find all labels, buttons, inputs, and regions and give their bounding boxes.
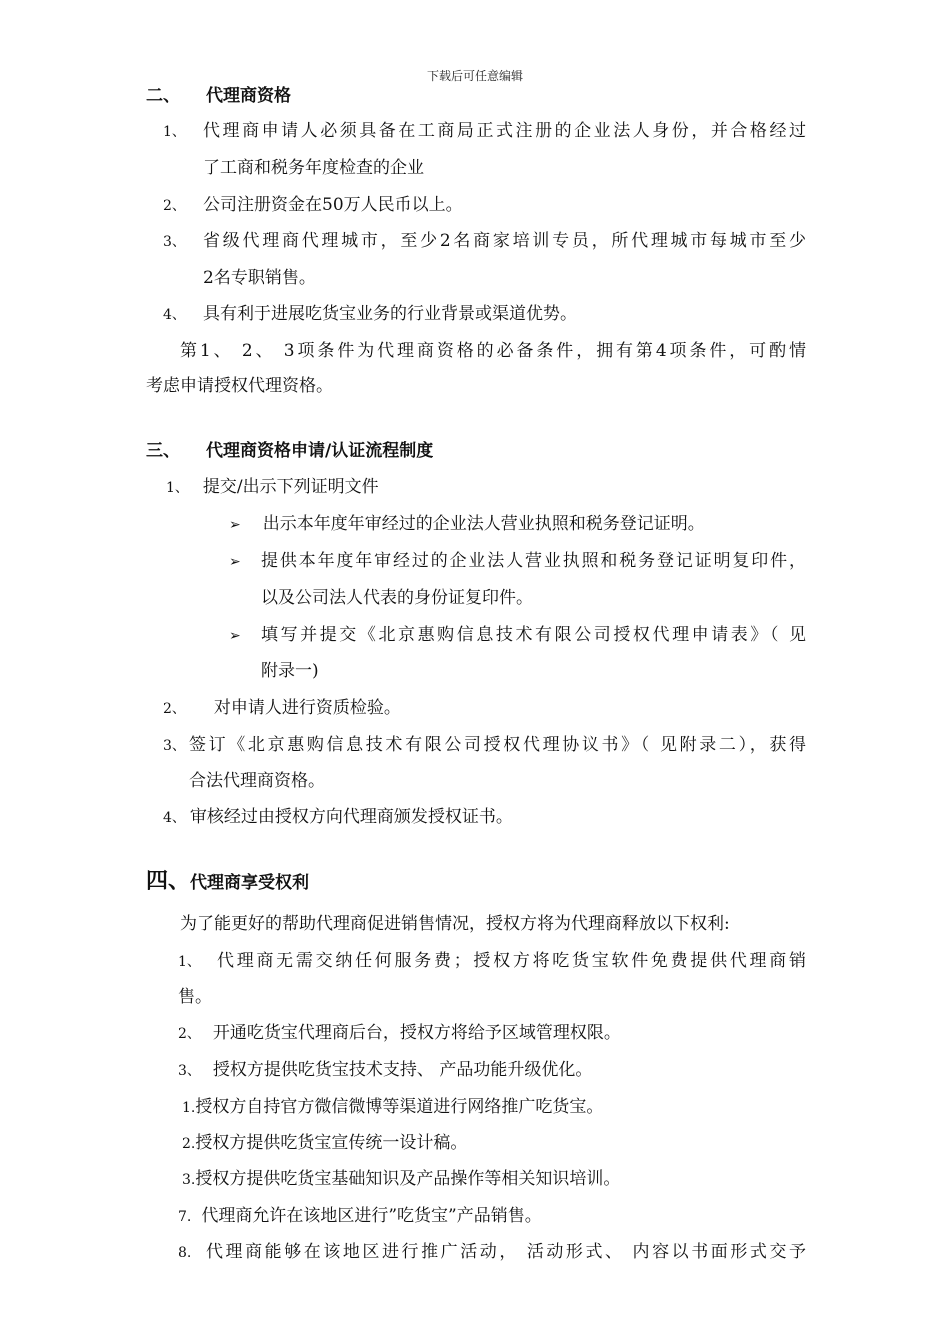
section4-item8-line1: 代理商能够在该地区进行推广活动， 活动形式、 内容以书面形式交予 xyxy=(206,1242,806,1262)
section3-number: 三、 xyxy=(146,441,180,461)
section2-item2 xyxy=(163,193,186,218)
section3-title: 代理商资格申请/认证流程制度 xyxy=(206,441,434,461)
section4-item4 xyxy=(182,1095,603,1120)
arrow-bullet-icon: ➢ xyxy=(229,628,241,644)
section2-item1 xyxy=(163,119,186,144)
section2-item3-line1: 省级代理商代理城市，至少2名商家培训专员，所代理城市每城市至少 xyxy=(203,231,806,251)
section4-item1-line2: 售。 xyxy=(178,987,212,1007)
section3-item4 xyxy=(163,805,513,830)
section2-item4 xyxy=(163,302,186,327)
item-text: 授权方提供吃货宝技术支持、 产品功能升级优化。 xyxy=(212,1060,593,1080)
item-number: 2、 xyxy=(163,701,186,717)
item-number: 1、 xyxy=(166,480,189,496)
item-number: 7. xyxy=(178,1209,192,1225)
section2-item4-line1: 具有利于进展吃货宝业务的行业背景或渠道优势。 xyxy=(203,304,577,324)
item-text: 提交/出示下列证明文件 xyxy=(202,477,379,497)
section2-note-line1: 第1、 2、 3项条件为代理商资格的必备条件，拥有第4项条件，可酌情 xyxy=(180,341,806,361)
section2-note-line2: 考虑申请授权代理资格。 xyxy=(146,376,333,396)
section3-bullet1 xyxy=(229,512,705,537)
section2-title: 代理商资格 xyxy=(206,86,291,106)
section3-bullet3-line1: 填写并提交《北京惠购信息技术有限公司授权代理申请表》（ 见 xyxy=(261,625,806,645)
section4-heading xyxy=(146,870,309,895)
item-text: 代理商允许在该地区进行”吃货宝”产品销售。 xyxy=(201,1206,542,1226)
item-number: 4、 xyxy=(163,307,186,323)
item-number: 2、 xyxy=(178,1026,201,1042)
section3-heading xyxy=(146,439,433,463)
section3-item1 xyxy=(166,475,379,500)
section3-bullet3 xyxy=(229,623,263,648)
section4-item7 xyxy=(178,1204,542,1229)
item-number: 8. xyxy=(178,1245,192,1261)
section2-item3-line2: 2名专职销售。 xyxy=(203,268,316,288)
section4-item6 xyxy=(182,1167,620,1192)
section4-number: 四、 xyxy=(146,869,191,894)
item-number: 1、 xyxy=(163,124,186,140)
header-note: 下载后可任意编辑 xyxy=(426,69,523,83)
section2-item1-line2: 了工商和税务年度检查的企业 xyxy=(203,158,424,178)
item-number: 2. xyxy=(182,1136,196,1152)
section2-item2-line1: 公司注册资金在50万人民币以上。 xyxy=(203,195,463,215)
bullet-text: 出示本年度年审经过的企业法人营业执照和税务登记证明。 xyxy=(262,514,705,534)
arrow-bullet-icon: ➢ xyxy=(229,517,241,533)
section2-item1-line1: 代理商申请人必须具备在工商局正式注册的企业法人身份，并合格经过 xyxy=(203,121,806,141)
item-number: 4、 xyxy=(163,810,186,826)
item-text: 授权方提供吃货宝基础知识及产品操作等相关知识培训。 xyxy=(195,1169,621,1189)
section2-heading xyxy=(146,84,291,108)
section4-item2 xyxy=(178,1021,621,1046)
section3-bullet3-line2: 附录一) xyxy=(261,661,319,681)
item-number: 1、 xyxy=(178,954,201,970)
section3-bullet2-line2: 以及公司法人代表的身份证复印件。 xyxy=(261,588,533,608)
section4-item1 xyxy=(178,949,201,974)
item-number: 1. xyxy=(182,1100,196,1116)
section4-item8 xyxy=(178,1240,191,1265)
section4-item5 xyxy=(182,1131,467,1156)
section4-intro: 为了能更好的帮助代理商促进销售情况，授权方将为代理商释放以下权利: xyxy=(180,914,730,934)
item-number: 2、 xyxy=(163,198,186,214)
item-text: 对申请人进行资质检验。 xyxy=(213,698,401,718)
item-text: 授权方自持官方微信微博等渠道进行网络推广吃货宝。 xyxy=(195,1097,604,1117)
arrow-bullet-icon: ➢ xyxy=(229,554,241,570)
section3-bullet2 xyxy=(229,549,263,574)
section3-item2 xyxy=(163,696,401,721)
item-number: 3. xyxy=(182,1172,196,1188)
section2-number: 二、 xyxy=(146,86,180,106)
item-text: 开通吃货宝代理商后台，授权方将给予区域管理权限。 xyxy=(212,1023,621,1043)
section3-item3 xyxy=(163,733,186,758)
section4-item3 xyxy=(178,1058,592,1083)
section4-item1-line1: 代理商无需交纳任何服务费；授权方将吃货宝软件免费提供代理商销 xyxy=(217,951,806,971)
section3-item3-line2: 合法代理商资格。 xyxy=(189,771,325,791)
item-number: 3、 xyxy=(163,234,186,250)
section3-bullet2-line1: 提供本年度年审经过的企业法人营业执照和税务登记证明复印件， xyxy=(261,551,806,571)
section3-item3-line1: 签订《北京惠购信息技术有限公司授权代理协议书》（ 见附录二），获得 xyxy=(189,735,806,755)
item-number: 3、 xyxy=(163,738,186,754)
item-number: 3、 xyxy=(178,1063,201,1079)
section4-title: 代理商享受权利 xyxy=(190,873,310,893)
item-text: 授权方提供吃货宝宣传统一设计稿。 xyxy=(195,1133,468,1153)
item-text: 审核经过由授权方向代理商颁发授权证书。 xyxy=(189,807,513,827)
section2-item3 xyxy=(163,229,186,254)
